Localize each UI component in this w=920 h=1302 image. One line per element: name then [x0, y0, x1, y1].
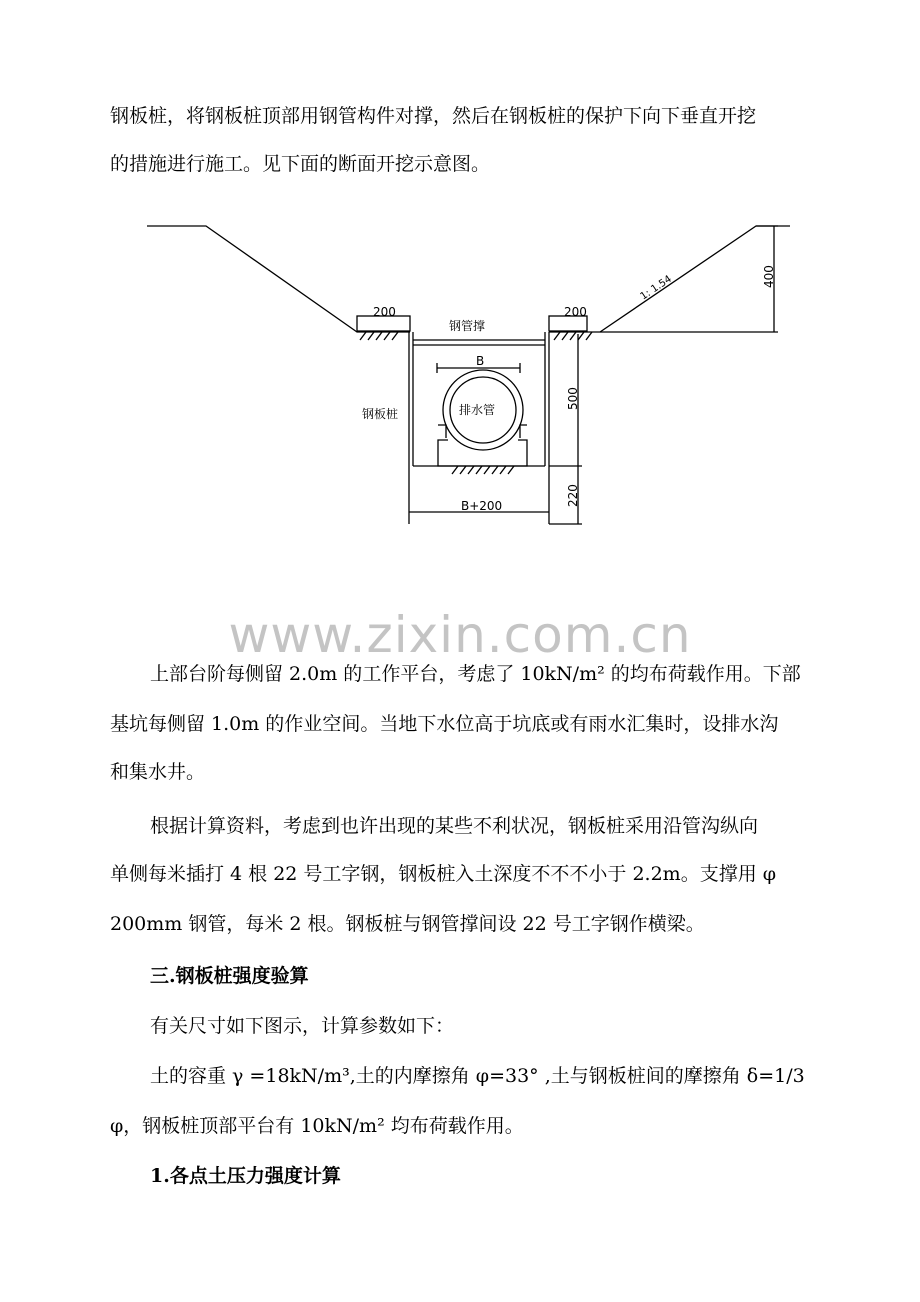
section-heading-3: 三.钢板桩强度验算	[150, 965, 309, 987]
para2-line-2: 单侧每米插打 4 根 22 号工字钢，钢板桩入土深度不不不小于 2.2m。支撑用 φ	[110, 863, 777, 885]
sheet-pile-label: 钢板桩	[362, 407, 399, 421]
para1-line-2: 基坑每侧留 1.0m 的作业空间。当地下水位高于坑底或有雨水汇集时，设排水沟	[110, 713, 779, 735]
intro-line-2: 的措施进行施工。见下面的断面开挖示意图。	[110, 153, 491, 175]
para1-line-1: 上部台阶每侧留 2.0m 的工作平台，考虑了 10kN/m² 的均布荷载作用。下部	[150, 663, 801, 685]
left-ground-hatch	[360, 332, 398, 340]
pipe-width-label: B	[476, 354, 485, 368]
watermark: www.zixin.com.cn	[228, 606, 692, 664]
dim-400: 400	[762, 265, 776, 288]
dim-200-right: 200	[564, 305, 587, 319]
para4-line-2: φ，钢板桩顶部平台有 10kN/m² 均布荷载作用。	[110, 1115, 524, 1137]
para3: 有关尺寸如下图示，计算参数如下：	[150, 1015, 455, 1037]
drain-pipe-label: 排水管	[459, 403, 496, 417]
intro-line-1: 钢板桩，将钢板桩顶部用钢管构件对撑，然后在钢板桩的保护下向下垂直开挖	[110, 105, 757, 127]
bottom-width-label: B+200	[461, 499, 503, 513]
para4-line-1: 土的容重 γ =18kN/m³,土的内摩擦角 φ=33° ,土与钢板桩间的摩擦角 δ=1/3	[150, 1065, 805, 1087]
para2-line-3: 200mm 钢管，每米 2 根。钢板桩与钢管撑间设 22 号工字钢作横梁。	[110, 913, 705, 935]
para1-line-3: 和集水井。	[110, 761, 206, 783]
excavation-cross-section-diagram	[0, 0, 920, 560]
trench-bottom-hatch	[452, 466, 514, 474]
dim-500: 500	[566, 387, 580, 410]
para2-line-1: 根据计算资料，考虑到也许出现的某些不利状况，钢板桩采用沿管沟纵向	[150, 815, 759, 837]
pipe-cradle	[438, 440, 527, 466]
dim-200-left: 200	[373, 305, 396, 319]
dim-220: 220	[566, 484, 580, 507]
right-ground-hatch	[554, 332, 592, 340]
strut-label: 钢管撑	[449, 319, 486, 333]
slope-ratio-label: 1: 1.54	[638, 273, 674, 303]
subsection-heading-1: 1.各点土压力强度计算	[150, 1165, 341, 1187]
